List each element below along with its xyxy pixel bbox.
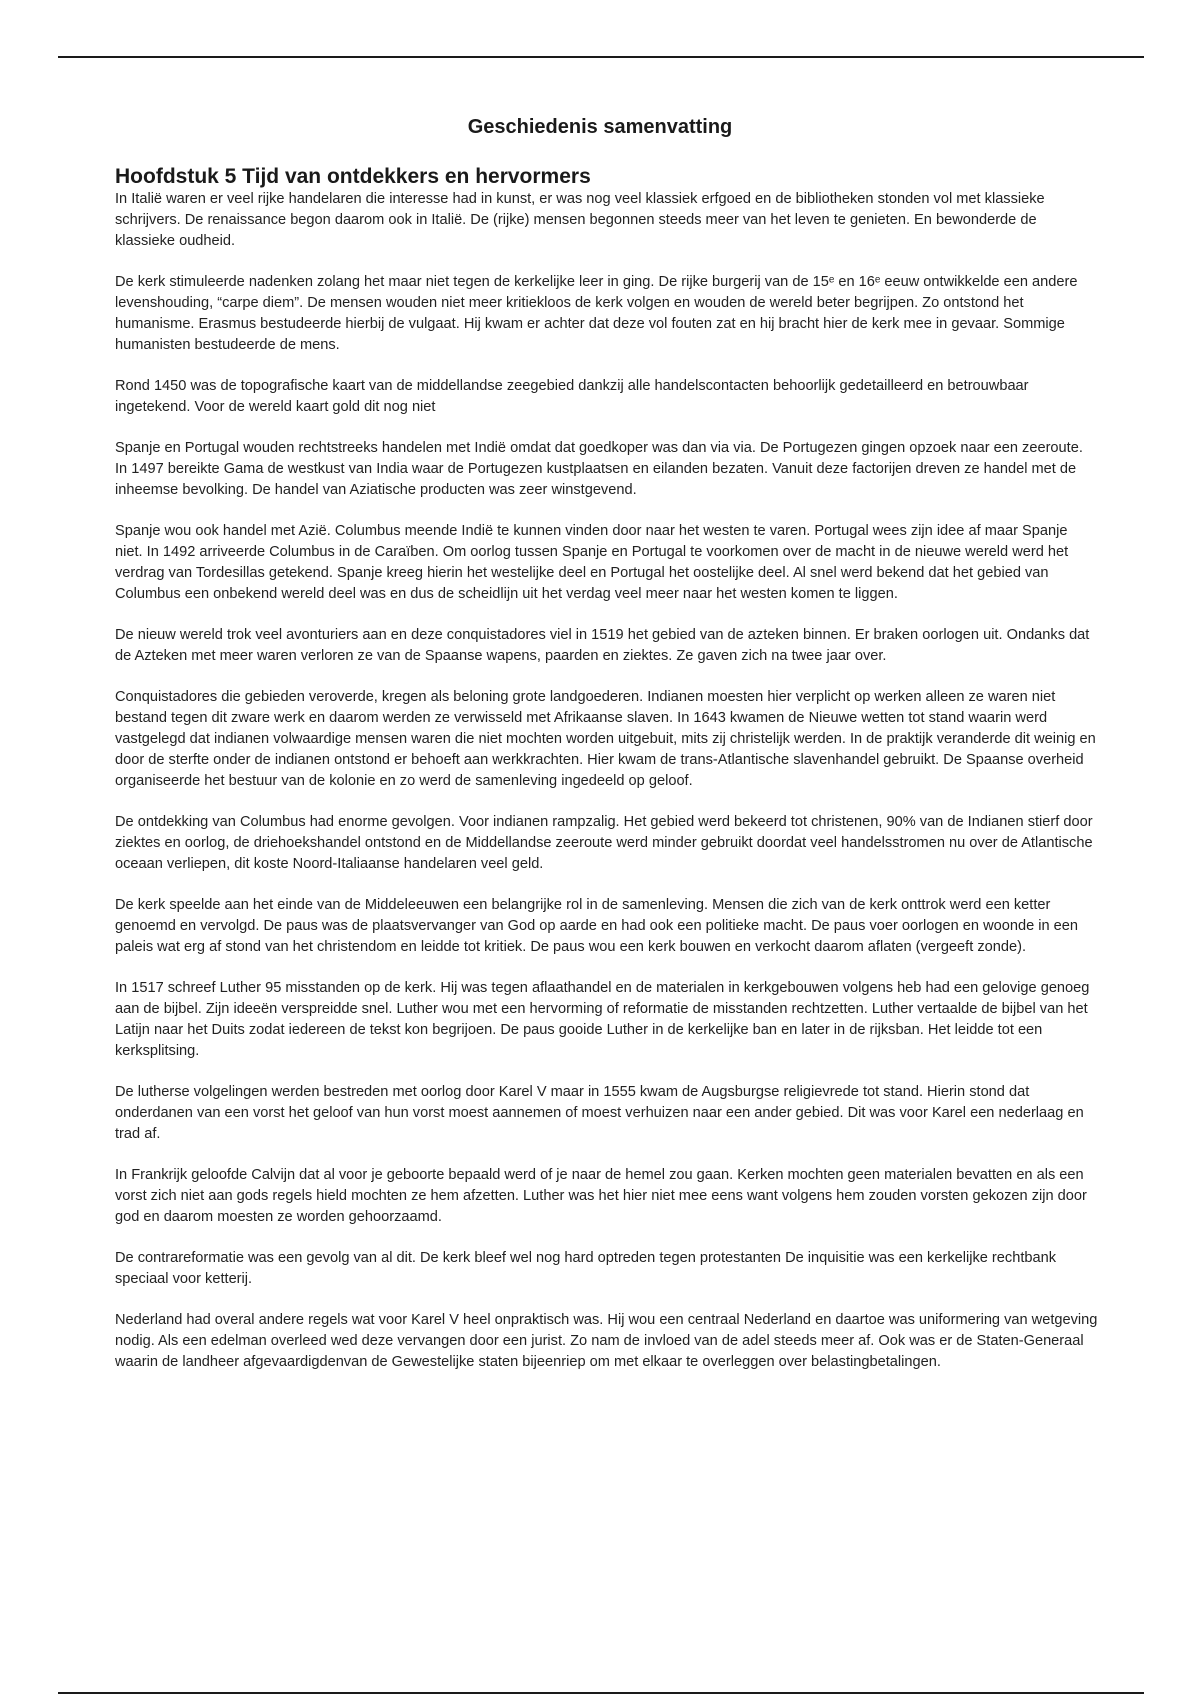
paragraph-list — [115, 189, 1099, 1373]
paragraph: Nederland had overal andere regels wat voor Karel V heel onpraktisch was. Hij wou een centraal Nederland en daartoe was uniformering van wetgeving nodig. Als een edelman overleed wed deze vervangen door een jurist. Zo nam de invloed van de adel steeds meer af. Ook was er de Staten-Generaal waarin de landheer afgevaardigdenvan de Gewestelijke staten bijeenriep om met elkaar te overleggen over belastingbetalingen. — [115, 1312, 1098, 1370]
paragraph: Spanje wou ook handel met Azië. Columbus meende Indië te kunnen vinden door naar het westen te varen. Portugal wees zijn idee af maar Spanje niet. In 1492 arriveerde Columbus in de Caraïben. Om oorlog tussen Spanje en Portugal te voorkomen over de macht in de nieuwe wereld werd het verdrag van Tordesillas getekend. Spanje kreeg hierin het westelijke deel en Portugal het oostelijke deel. Al snel werd bekend dat het gebied van Columbus een onbekend wereld deel was en dus de scheidlijn uit het verdag veel meer naar het westen komen te liggen. — [115, 523, 1069, 602]
paragraph: In Italië waren er veel rijke handelaren die interesse had in kunst, er was nog veel klassiek erfgoed en de bibliotheken stonden vol met klassieke schrijvers. De renaissance begon daarom ook in Italië. De (rijke) mensen begonnen steeds meer van het leven te genieten. En bewonderde de klassieke oudheid. — [115, 191, 1045, 249]
paragraph: De ontdekking van Columbus had enorme gevolgen. Voor indianen rampzalig. Het gebied werd bekeerd tot christenen, 90% van de Indianen stierf door ziektes en oorlog, de driehoekshandel ontstond en de Middellandse zeeroute werd minder gebruikt doordat veel handelsstromen nu over de Atlantische oceaan verliepen, dit koste Noord-Italiaanse handelaren veel geld. — [115, 814, 1093, 872]
bottom-divider — [58, 1692, 1144, 1694]
top-divider — [58, 56, 1144, 58]
paragraph: De nieuw wereld trok veel avonturiers aan en deze conquistadores viel in 1519 het gebied van de azteken binnen. Er braken oorlogen uit. Ondanks dat de Azteken met meer waren verloren ze van de Spaanse wapens, paarden en ziektes. Ze gaven zich na twee jaar over. — [115, 627, 1090, 664]
paragraph: Rond 1450 was de topografische kaart van de middellandse zeegebied dankzij alle handelscontacten behoorlijk gedetailleerd en betrouwbaar ingetekend. Voor de wereld kaart gold dit nog niet — [115, 378, 1029, 415]
paragraph: De kerk speelde aan het einde van de Middeleeuwen een belangrijke rol in de samenleving. Mensen die zich van de kerk onttrok werd een ketter genoemd en vervolgd. De paus was de plaatsvervanger van God op aarde en had ook een politieke macht. De paus voer oorlogen en woonde in een paleis wat erg af stond van het christendom en leidde tot kritiek. De paus wou een kerk bouwen en verkocht daarom aflaten (vergeeft zonde). — [115, 897, 1079, 955]
paragraph: In Frankrijk geloofde Calvijn dat al voor je geboorte bepaald werd of je naar de hemel zou gaan. Kerken mochten geen materialen bevatten en als een vorst zich niet aan gods regels hield mochten ze hem afzetten. Luther was het hier niet mee eens want volgens hem zouden vorsten gekozen zijn door god en daarom moesten ze worden gehoorzaamd. — [115, 1167, 1087, 1225]
paragraph: De kerk stimuleerde nadenken zolang het maar niet tegen de kerkelijke leer in ging. De rijke burgerij van de 15ᵉ en 16ᵉ eeuw ontwikkelde een andere levenshouding, “carpe diem”. De mensen wouden niet meer kritiekloos de kerk volgen en wouden de wereld beter begrijpen. Zo ontstond het humanisme. Erasmus bestudeerde hierbij de vulgaat. Hij kwam er achter dat deze vol fouten zat en hij bracht hier de kerk mee in gevaar. Sommige humanisten bestudeerde de mens. — [115, 274, 1078, 353]
paragraph: Conquistadores die gebieden veroverde, kregen als beloning grote landgoederen. Indianen moesten hier verplicht op werken alleen ze waren niet bestand tegen dit zware werk en daarom werden ze verwisseld met Afrikaanse slaven. In 1643 kwamen de Nieuwe wetten tot stand waarin werd vastgelegd dat indianen volwaardige mensen waren die niet mochten worden uitgebuit, mits zij christelijk werden. In de praktijk veranderde dit weinig en door de sterfte onder de indianen ontstond er behoeft aan werkkrachten. Hier kwam de trans-Atlantische slavenhandel gebruikt. De Spaanse overheid organiseerde het bestuur van de kolonie en zo werd de samenleving ingedeeld op geloof. — [115, 689, 1096, 789]
paragraph: De lutherse volgelingen werden bestreden met oorlog door Karel V maar in 1555 kwam de Augsburgse religievrede tot stand. Hierin stond dat onderdanen van een vorst het geloof van hun vorst moest aannemen of moest verhuizen naar een ander gebied. Dit was voor Karel een nederlaag en trad af. — [115, 1084, 1084, 1142]
page-title: Geschiedenis samenvatting — [467, 116, 733, 138]
paragraph: De contrareformatie was een gevolg van al dit. De kerk bleef wel nog hard optreden tegen protestanten De inquisitie was een kerkelijke rechtbank speciaal voor ketterij. — [115, 1250, 1057, 1287]
paragraph: In 1517 schreef Luther 95 misstanden op de kerk. Hij was tegen aflaathandel en de materialen in kerkgebouwen volgens heb had een gelovige genoeg aan de bijbel. Zijn ideeën verspreidde snel. Luther wou met een hervorming of reformatie de misstanden rechtzetten. Luther vertaalde de bijbel van het Latijn naar het Duits zodat iedereen de tekst kon begrijoen. De paus gooide Luther in de kerkelijke ban en later in de rijksban. Het leidde tot een kerksplitsing. — [115, 980, 1090, 1059]
paragraph: Spanje en Portugal wouden rechtstreeks handelen met Indië omdat dat goedkoper was dan via via. De Portugezen gingen opzoek naar een zeeroute. In 1497 bereikte Gama de westkust van India waar de Portugezen kustplaatsen en eilanden bezaten. Vanuit deze factorijen dreven ze handel met de inheemse bevolking. De handel van Aziatische producten was zeer winstgevend. — [115, 440, 1083, 498]
chapter-heading: Hoofdstuk 5 Tijd van ontdekkers en hervormers — [115, 165, 591, 188]
document-body — [115, 164, 1099, 1393]
